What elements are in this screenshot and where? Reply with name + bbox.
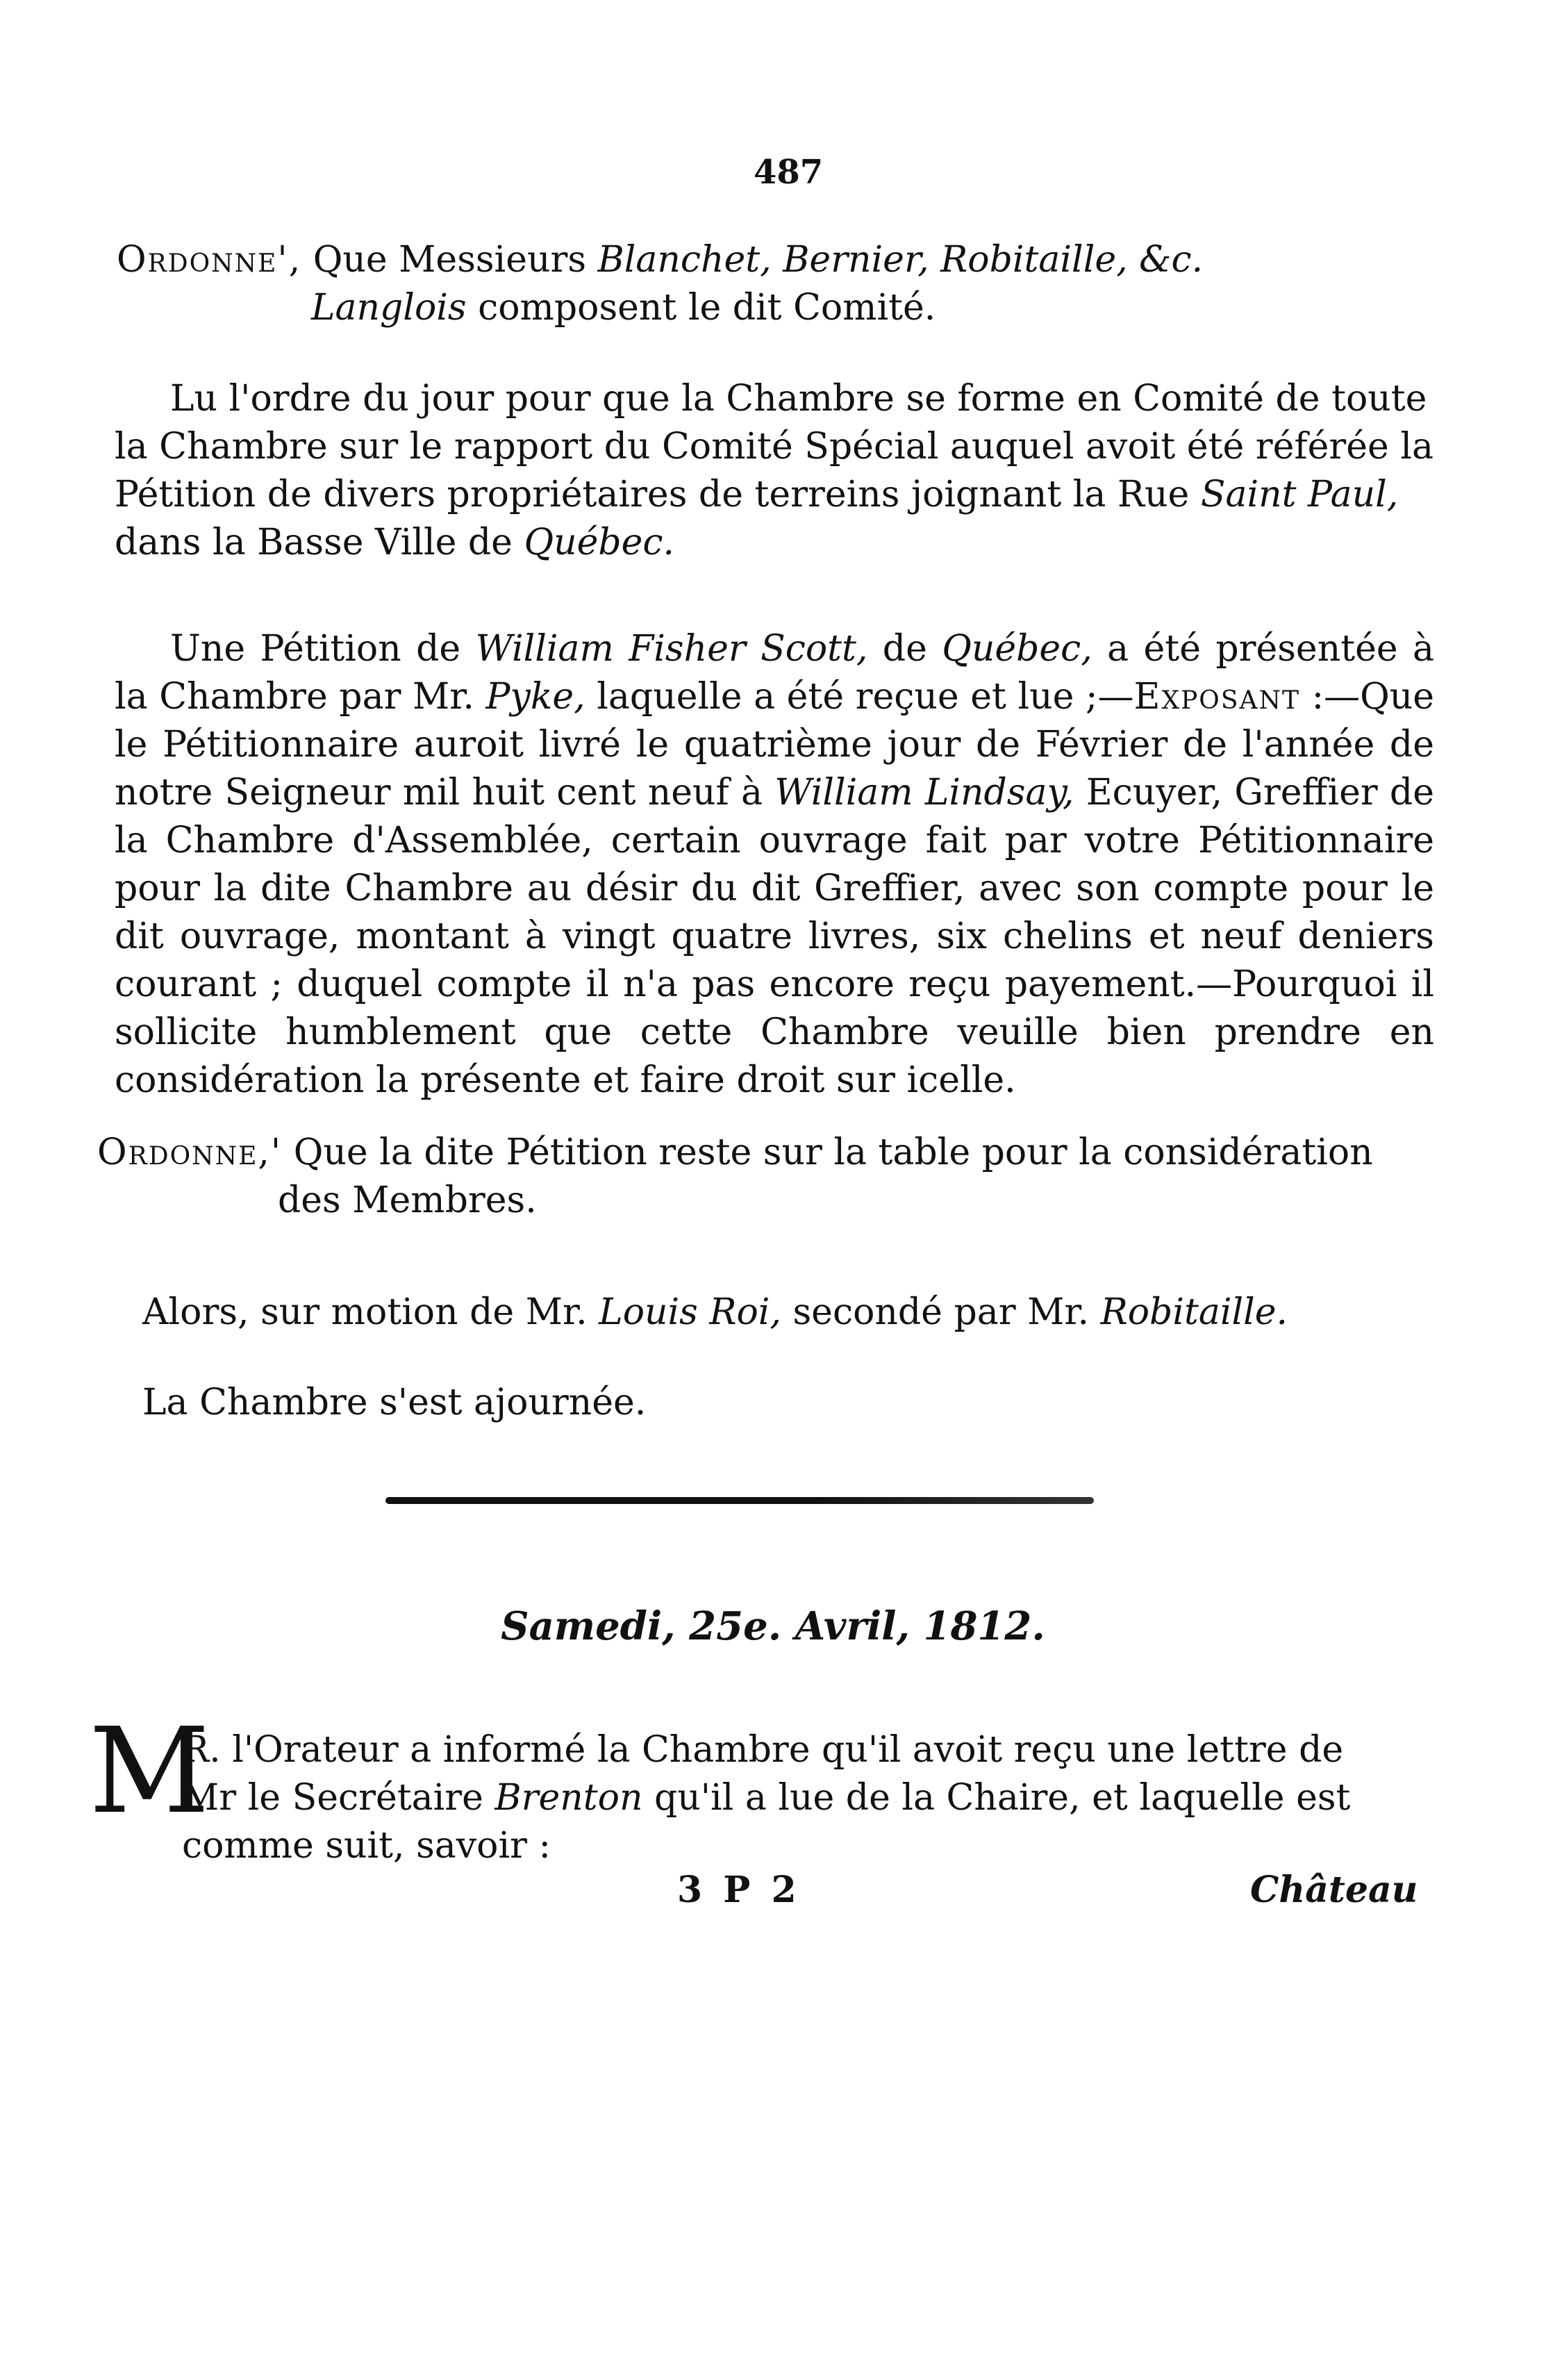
ordonne-label: Ordonne', <box>117 239 302 281</box>
speaker-letter-paragraph-head: R. l'Orateur a informé la Chambre qu'il avoit reçu une lettre de Mr le Secrétaire Brenton qu'il a lue de la Chaire, et laquelle est comme suit, savoir : <box>182 1729 1351 1867</box>
session-date: Samedi, 25e. Avril, 1812. <box>501 1603 1045 1649</box>
page-number: 487 <box>754 153 824 192</box>
section-rule <box>385 1497 1094 1504</box>
ordonne-committee-paragraph: Ordonne', Que Messieurs Blanchet, Bernier, Robitaille, &c. Langlois composent le dit Comité. <box>117 239 1204 329</box>
adjournment-line: La Chambre s'est ajournée. <box>142 1382 647 1423</box>
committee-names: Blanchet, Bernier, Robitaille, <box>597 239 1128 281</box>
ordonne-table-paragraph: Ordonne,' Que la dite Pétition reste sur la table pour la considération des Membres. <box>97 1132 1373 1221</box>
petition-paragraph: Une Pétition de William Fisher Scott, de Québec, a été présentée à la Chambre par Mr. Pyke, laquelle a été reçue et lue ;—Exposant :—Que le Pétitionnaire auroit livré le quatrième jour de Février de l'année de notre Seigneur mil huit cent neuf à William Lindsay, Ecuyer, Greffier de la Chambre d'Assemblée, certain ouvrage fait par votre Pétitionnaire pour la dite Chambre au désir du dit Greffier, avec son compte pour le dit ouvrage, montant à vingt quatre livres, six chelins et neuf deniers courant ; duquel compte il n'a pas encore reçu payement.—Pourquoi il sollicite humblement que cette Chambre veuille bien prendre en considération la présente et faire droit sur icelle. <box>115 628 1434 1101</box>
signature-mark: 3 P 2 <box>677 1869 801 1911</box>
order-of-day-paragraph: Lu l'ordre du jour pour que la Chambre se forme en Comité de toute la Chambre sur le rapport du Comité Spécial auquel avoit été référée la Pétition de divers propriétaires de terreins joignant la Rue Saint Paul, dans la Basse Ville de Québec. <box>115 378 1433 563</box>
drop-cap: M <box>89 1703 210 1840</box>
motion-paragraph: Alors, sur motion de Mr. Louis Roi, secondé par Mr. Robitaille. <box>142 1291 1288 1333</box>
catchword: Château <box>1250 1869 1418 1911</box>
